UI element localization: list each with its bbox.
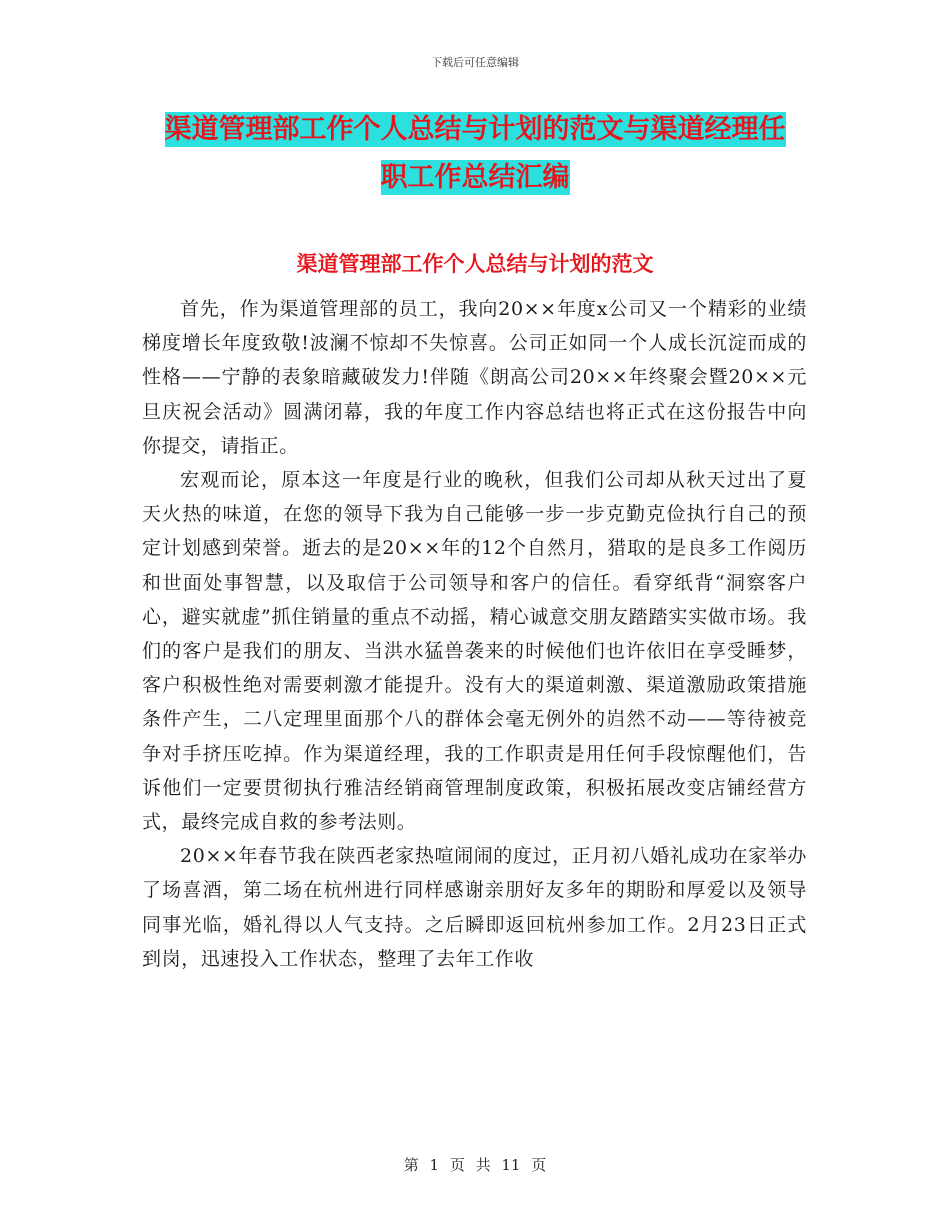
paragraph: 首先，作为渠道管理部的员工，我向20××年度x公司又一个精彩的业绩梯度增长年度致敬!波澜不惊却不失惊喜。公司正如同一个人成长沉淀而成的性格——宁静的表象暗藏破发力!伴随《朗高公司20××年终聚会暨20××元旦庆祝会活动》圆满闭幕，我的年度工作内容总结也将正式在这份报告中向你提交，请指正。 — [142, 298, 807, 457]
title-line-2: 职工作总结汇编 — [380, 162, 570, 193]
title-line-1: 渠道管理部工作个人总结与计划的范文与渠道经理任 — [164, 114, 786, 145]
body-text — [142, 292, 807, 976]
page-footer: 第 1 页 共 11 页 — [403, 1156, 547, 1174]
header-note: 下载后可任意编辑 — [431, 56, 519, 69]
document-title — [140, 106, 810, 202]
paragraph: 20××年春节我在陕西老家热喧闹闹的度过，正月初八婚礼成功在家举办了场喜酒，第二场在杭州进行同样感谢亲朋好友多年的期盼和厚爱以及领导同事光临，婚礼得以人气支持。之后瞬即返回杭州参加工作。2月23日正式到岗，迅速投入工作状态，整理了去年工作收 — [142, 845, 807, 970]
paragraph: 宏观而论，原本这一年度是行业的晚秋，但我们公司却从秋天过出了夏天火热的味道，在您的领导下我为自己能够一步一步克勤克俭执行自己的预定计划感到荣誉。逝去的是20××年的12个自然月，猎取的是良多工作阅历和世面处事智慧，以及取信于公司领导和客户的信任。看穿纸背“洞察客户心，避实就虚”抓住销量的重点不动摇，精心诚意交朋友踏踏实实做市场。我们的客户是我们的朋友、当洪水猛兽袭来的时候他们也许依旧在享受睡梦，客户积极性绝对需要刺激才能提升。没有大的渠道刺激、渠道激励政策措施条件产生，二八定理里面那个八的群体会毫无例外的岿然不动——等待被竞争对手挤压吃掉。作为渠道经理，我的工作职责是用任何手段惊醒他们，告诉他们一定要贯彻执行雅洁经销商管理制度政策，积极拓展改变店铺经营方式，最终完成自救的参考法则。 — [142, 469, 807, 834]
section-heading: 渠道管理部工作个人总结与计划的范文 — [296, 252, 654, 276]
